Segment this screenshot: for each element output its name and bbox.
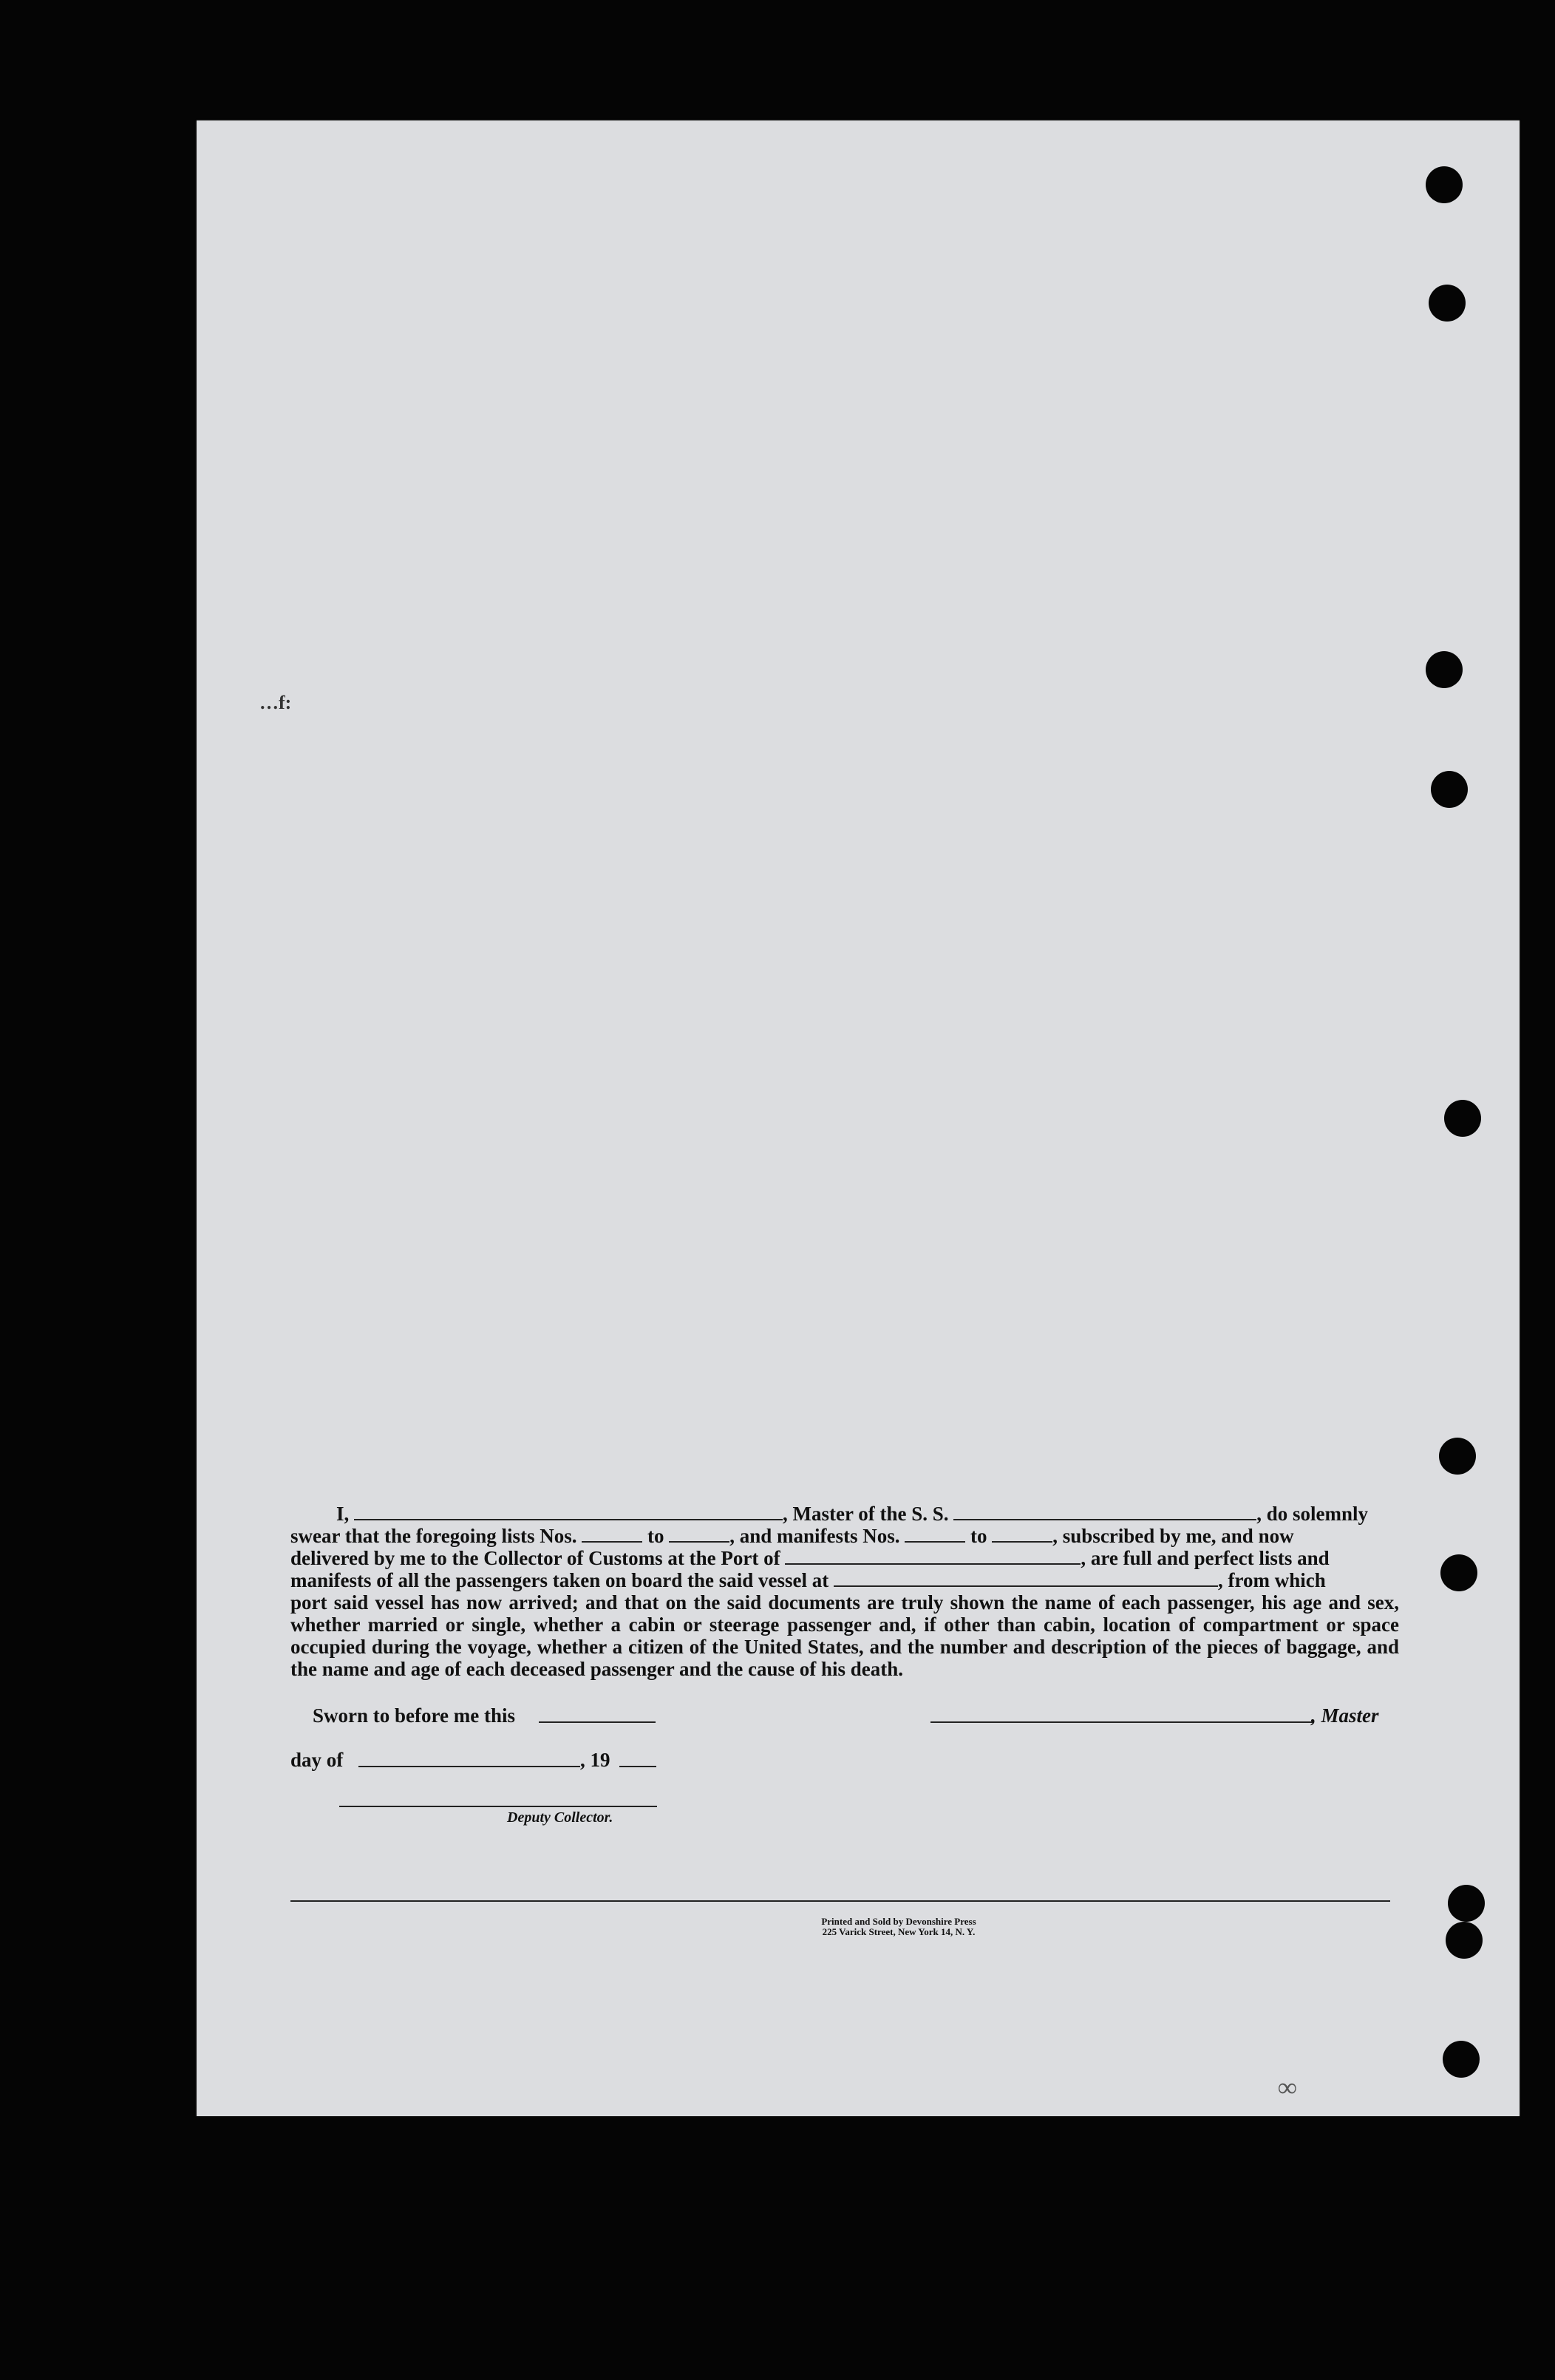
oath-line-4: manifests of all the passengers taken on board the said vessel at , from which: [290, 1569, 1326, 1591]
year-blank: [619, 1766, 656, 1767]
day-of-label: day of: [290, 1749, 344, 1771]
printer-imprint: [714, 1917, 1083, 1937]
master-signature-line: [930, 1721, 1313, 1723]
day-of-blank: [358, 1766, 580, 1767]
printer-line-1: Printed and Sold by Devonshire Press: [821, 1916, 976, 1927]
master-label: , Master: [1311, 1704, 1379, 1727]
deputy-signature-line: [339, 1806, 657, 1807]
sworn-date-blank: [539, 1721, 656, 1723]
manifest-to-blank: [992, 1526, 1052, 1543]
punch-hole: [1426, 651, 1463, 688]
footer-rule: [290, 1900, 1390, 1902]
oath-line-3: delivered by me to the Collector of Customs at the Port of , are full and perfect lists and: [290, 1547, 1330, 1569]
master-name-blank: [354, 1504, 783, 1520]
punch-hole: [1426, 166, 1463, 203]
port-blank: [785, 1548, 1081, 1565]
list-from-blank: [582, 1526, 642, 1543]
punch-hole: [1443, 2041, 1480, 2078]
punch-hole: [1431, 771, 1468, 808]
list-to-blank: [669, 1526, 729, 1543]
embark-port-blank: [834, 1571, 1218, 1587]
punch-hole: [1440, 1554, 1477, 1591]
oath-line-2: swear that the foregoing lists Nos. to , and manifests Nos. to , subscribed by me, and now: [290, 1525, 1294, 1547]
ship-name-blank: [953, 1504, 1256, 1520]
oath-paragraph: [290, 1503, 1399, 1680]
punch-hole: [1439, 1438, 1476, 1475]
punch-hole: [1448, 1885, 1485, 1922]
document-page: [197, 120, 1520, 2116]
deputy-collector-label: Deputy Collector.: [507, 1809, 613, 1826]
oath-body: port said vessel has now arrived; and that on the said documents are truly shown the name of each passenger, his age and sex, whether married or single, whether a cabin or steerage passenger and, if other than cabin, location of compartment or space occupied during the voyage, whether a citizen of the United States, and the number and description of the pieces of baggage, and the name and age of each deceased passenger and the cause of his death.: [290, 1591, 1399, 1680]
punch-hole: [1429, 285, 1466, 322]
margin-mark: ∞: [1278, 2073, 1297, 2102]
stamp-mark: …f:: [259, 692, 292, 713]
year-label: , 19: [580, 1749, 610, 1771]
sworn-label: Sworn to before me this: [313, 1704, 515, 1727]
printer-line-2: 225 Varick Street, New York 14, N. Y.: [822, 1926, 976, 1937]
punch-hole: [1446, 1922, 1483, 1959]
manifest-from-blank: [905, 1526, 965, 1543]
oath-line-1: I, , Master of the S. S. , do solemnly: [336, 1503, 1369, 1525]
punch-hole: [1444, 1100, 1481, 1137]
